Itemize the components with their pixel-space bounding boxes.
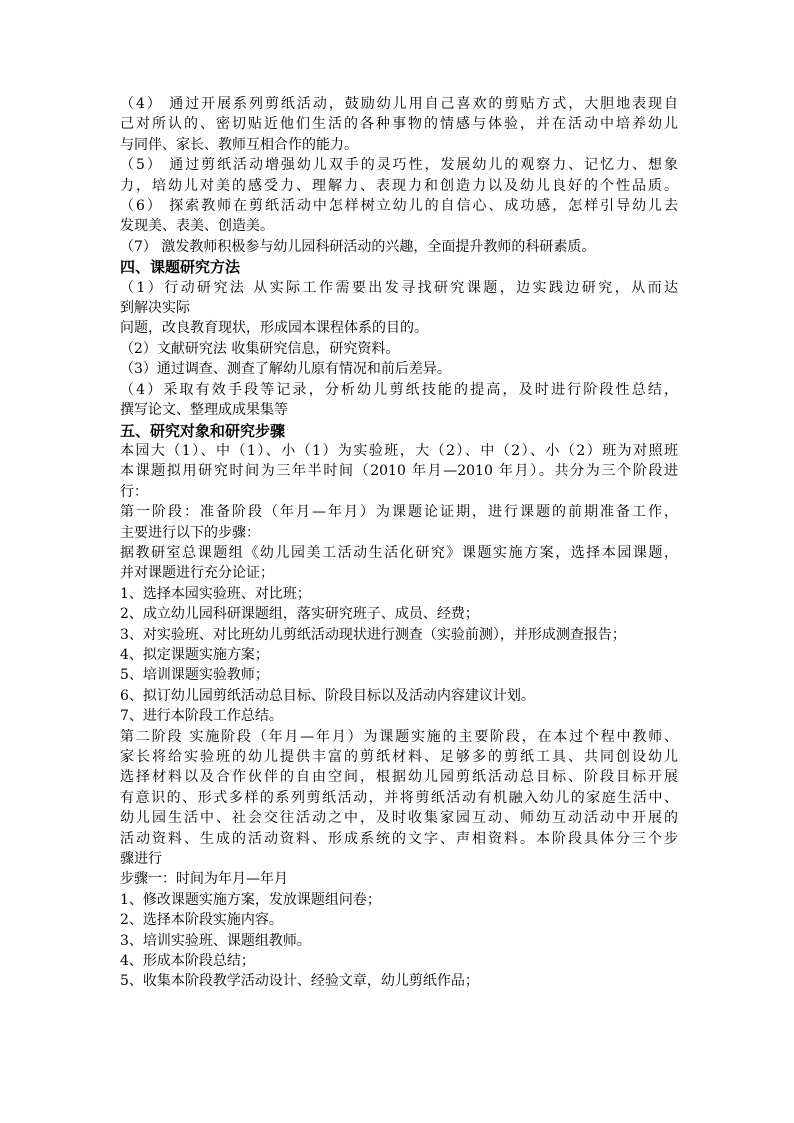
method-4-line-1: （4）采取有效手段等记录，分析幼儿剪纸技能的提高，及时进行阶段性总结， <box>120 381 678 398</box>
method-4-line-2: 撰写论文、整理成成果集等 <box>120 402 288 419</box>
objective-6-line-1: （6） 探索教师在剪纸活动中怎样树立幼儿的自信心、成功感，怎样引导幼儿去 <box>120 198 678 215</box>
method-1-line-3: 问题，改良教育现状，形成园本课程体系的目的。 <box>120 320 428 337</box>
objective-4-line-1: （4） 通过开展系列剪纸活动，鼓励幼儿用自己喜欢的剪贴方式，大胆地表现自 <box>120 96 678 112</box>
step-one-item-5: 5、收集本阶段教学活动设计、经验文章，幼儿剪纸作品； <box>120 973 479 990</box>
subjects-line-3: 行： <box>120 483 148 500</box>
step-one-item-1: 1、修改课题实施方案，发放课题组问卷； <box>120 891 381 908</box>
phase-2-line-2: 家长将给实验班的幼儿提供丰富的剪纸材料、足够多的剪纸工具、共同创设幼儿 <box>120 749 678 765</box>
phase-2-line-1: 第二阶段 实施阶段（年月—年月）为课题实施的主要阶段，在本过个程中教师、 <box>120 728 678 745</box>
phase-2-line-4: 有意识的、形式多样的系列剪纸活动，并将剪纸活动有机融入幼儿的家庭生活中、 <box>120 789 678 806</box>
phase-1-intro-line-1: 第一阶段：准备阶段（年月—年月）为课题论证期，进行课题的前期准备工作， <box>120 504 678 521</box>
phase-1-intro-line-2: 主要进行以下的步骤： <box>120 524 260 541</box>
objective-4-line-2: 己对所认的、密切贴近他们生活的各种事物的情感与体验，并在活动中培养幼儿 <box>120 116 678 133</box>
objective-4-line-3: 与同伴、家长、教师互相合作的能力。 <box>120 136 358 153</box>
phase-2-line-6: 活动资料、生成的活动资料、形成系统的文字、声相资料。本阶段具体分三个步 <box>120 830 678 847</box>
phase-1-basis-line-2: 并对课题进行充分论证； <box>120 565 274 582</box>
section-heading-methods: 四、课题研究方法 <box>120 258 241 277</box>
section-heading-subjects-steps: 五、研究对象和研究步骤 <box>120 421 286 440</box>
subjects-line-2: 本课题拟用研究时间为三年半时间（2010 年月—2010 年月）。共分为三个阶段进 <box>120 463 678 480</box>
method-2-line: （2）文献研究法 收集研究信息，研究资料。 <box>120 340 400 357</box>
step-one-item-2: 2、选择本阶段实施内容。 <box>120 912 283 929</box>
objective-7-line-1: （7） 激发教师积极参与幼儿园科研活动的兴趣，全面提升教师的科研素质。 <box>120 238 596 255</box>
step-one-title: 步骤一：时间为年月—年月 <box>120 871 288 888</box>
phase-1-step-4: 4、拟定课题实施方案； <box>120 646 269 663</box>
method-1-line-2: 到解决实际 <box>120 300 190 317</box>
objective-6-line-2: 发现美、表美、创造美。 <box>120 218 274 235</box>
step-one-item-4: 4、形成本阶段总结； <box>120 953 255 970</box>
step-one-item-3: 3、培训实验班、课题组教师。 <box>120 932 311 949</box>
phase-1-step-2: 2、成立幼儿园科研课题组，落实研究班子、成员、经费； <box>120 606 479 623</box>
objective-5-line-1: （5） 通过剪纸活动增强幼儿双手的灵巧性，发展幼儿的观察力、记忆力、想象 <box>120 157 678 174</box>
phase-1-step-7: 7、进行本阶段工作总结。 <box>120 708 283 725</box>
phase-2-line-7: 骤进行 <box>120 851 162 868</box>
objective-5-line-2: 力，培幼儿对美的感受力、理解力、表现力和创造力以及幼儿良好的个性品质。 <box>120 177 678 194</box>
subjects-line-1: 本园大（1）、中（1）、小（1）为实验班，大（2）、中（2）、小（2）班为对照班 <box>120 442 678 459</box>
method-1-line-1: （1）行动研究法 从实际工作需要出发寻找研究课题，边实践边研究，从而达 <box>120 279 678 296</box>
phase-2-line-5: 幼儿园生活中、社会交往活动之中，及时收集家园互动、师幼互动活动中开展的 <box>120 810 678 827</box>
method-3-line: （3）通过调查、测查了解幼儿原有情况和前后差异。 <box>120 361 451 378</box>
document-body <box>120 94 678 992</box>
phase-1-step-5: 5、培训课题实验教师； <box>120 667 269 684</box>
phase-2-line-3: 选择材料以及合作伙伴的自由空间，根据幼儿园剪纸活动总目标、阶段目标开展 <box>120 769 678 786</box>
phase-1-step-1: 1、选择本园实验班、对比班； <box>120 585 311 602</box>
phase-1-basis-line-1: 据教研室总课题组《幼儿园美工活动生活化研究》课题实施方案，选择本园课题， <box>120 544 678 561</box>
phase-1-step-6: 6、拟订幼儿园剪纸活动总目标、阶段目标以及活动内容建议计划。 <box>120 687 535 704</box>
phase-1-step-3: 3、对实验班、对比班幼儿剪纸活动现状进行测查（实验前测），并形成测查报告； <box>120 626 626 643</box>
